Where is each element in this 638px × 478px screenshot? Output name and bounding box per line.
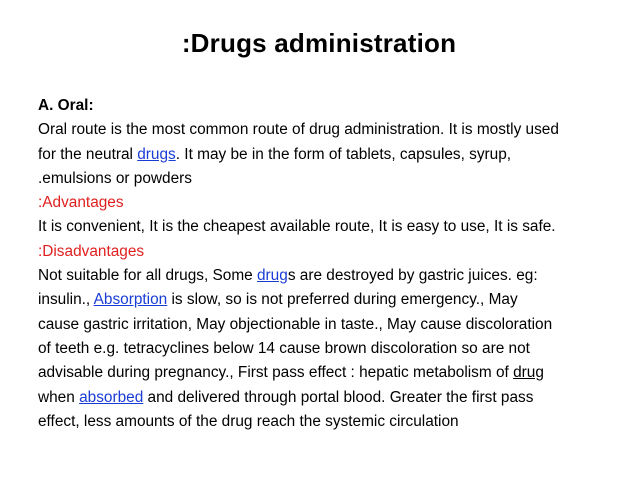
drug-link[interactable]: drug bbox=[257, 267, 288, 285]
slide-body bbox=[38, 94, 604, 434]
disadvantages-line-7: effect, less amounts of the drug reach the systemic circulation bbox=[38, 412, 459, 430]
disadvantages-text: and delivered through portal blood. Greater the first pass bbox=[143, 388, 534, 406]
disadvantages-text: when bbox=[38, 388, 80, 406]
slide-title: :Drugs administration bbox=[181, 28, 457, 58]
drug-underlined[interactable]: drug bbox=[513, 364, 544, 382]
disadvantages-text: Not suitable for all drugs, Some bbox=[38, 267, 257, 285]
intro-line-1: Oral route is the most common route of drug administration. It is mostly used bbox=[38, 121, 559, 139]
disadvantages-line-1 bbox=[38, 264, 604, 288]
drugs-link[interactable]: drugs bbox=[137, 145, 176, 163]
intro-text: for the neutral bbox=[38, 145, 138, 163]
absorbed-link[interactable]: absorbed bbox=[79, 388, 144, 406]
absorption-link[interactable]: Absorption bbox=[93, 291, 168, 309]
intro-line-3: .emulsions or powders bbox=[38, 169, 192, 187]
section-heading-oral: A. Oral: bbox=[38, 97, 94, 114]
intro-line-2 bbox=[38, 143, 604, 167]
disadvantages-text: s are destroyed by gastric juices. eg: bbox=[287, 267, 538, 285]
disadvantages-line-5 bbox=[38, 361, 604, 385]
disadvantages-text: insulin., bbox=[38, 291, 94, 309]
disadvantages-line-4: of teeth e.g. tetracyclines below 14 cause brown discoloration so are not bbox=[38, 339, 530, 357]
disadvantages-line-6 bbox=[38, 386, 604, 410]
advantages-text: It is convenient, It is the cheapest available route, It is easy to use, It is safe. bbox=[38, 218, 556, 236]
intro-text: . It may be in the form of tablets, capsules, syrup, bbox=[175, 145, 512, 163]
disadvantages-text: advisable during pregnancy., First pass effect : hepatic metabolism of bbox=[38, 364, 514, 382]
disadvantages-line-3: cause gastric irritation, May objectionable in taste., May cause discoloration bbox=[38, 315, 553, 333]
disadvantages-text: is slow, so is not preferred during emergency., May bbox=[167, 291, 518, 309]
disadvantages-heading: :Disadvantages bbox=[38, 242, 145, 260]
advantages-heading: :Advantages bbox=[38, 194, 124, 212]
disadvantages-line-2 bbox=[38, 288, 604, 312]
